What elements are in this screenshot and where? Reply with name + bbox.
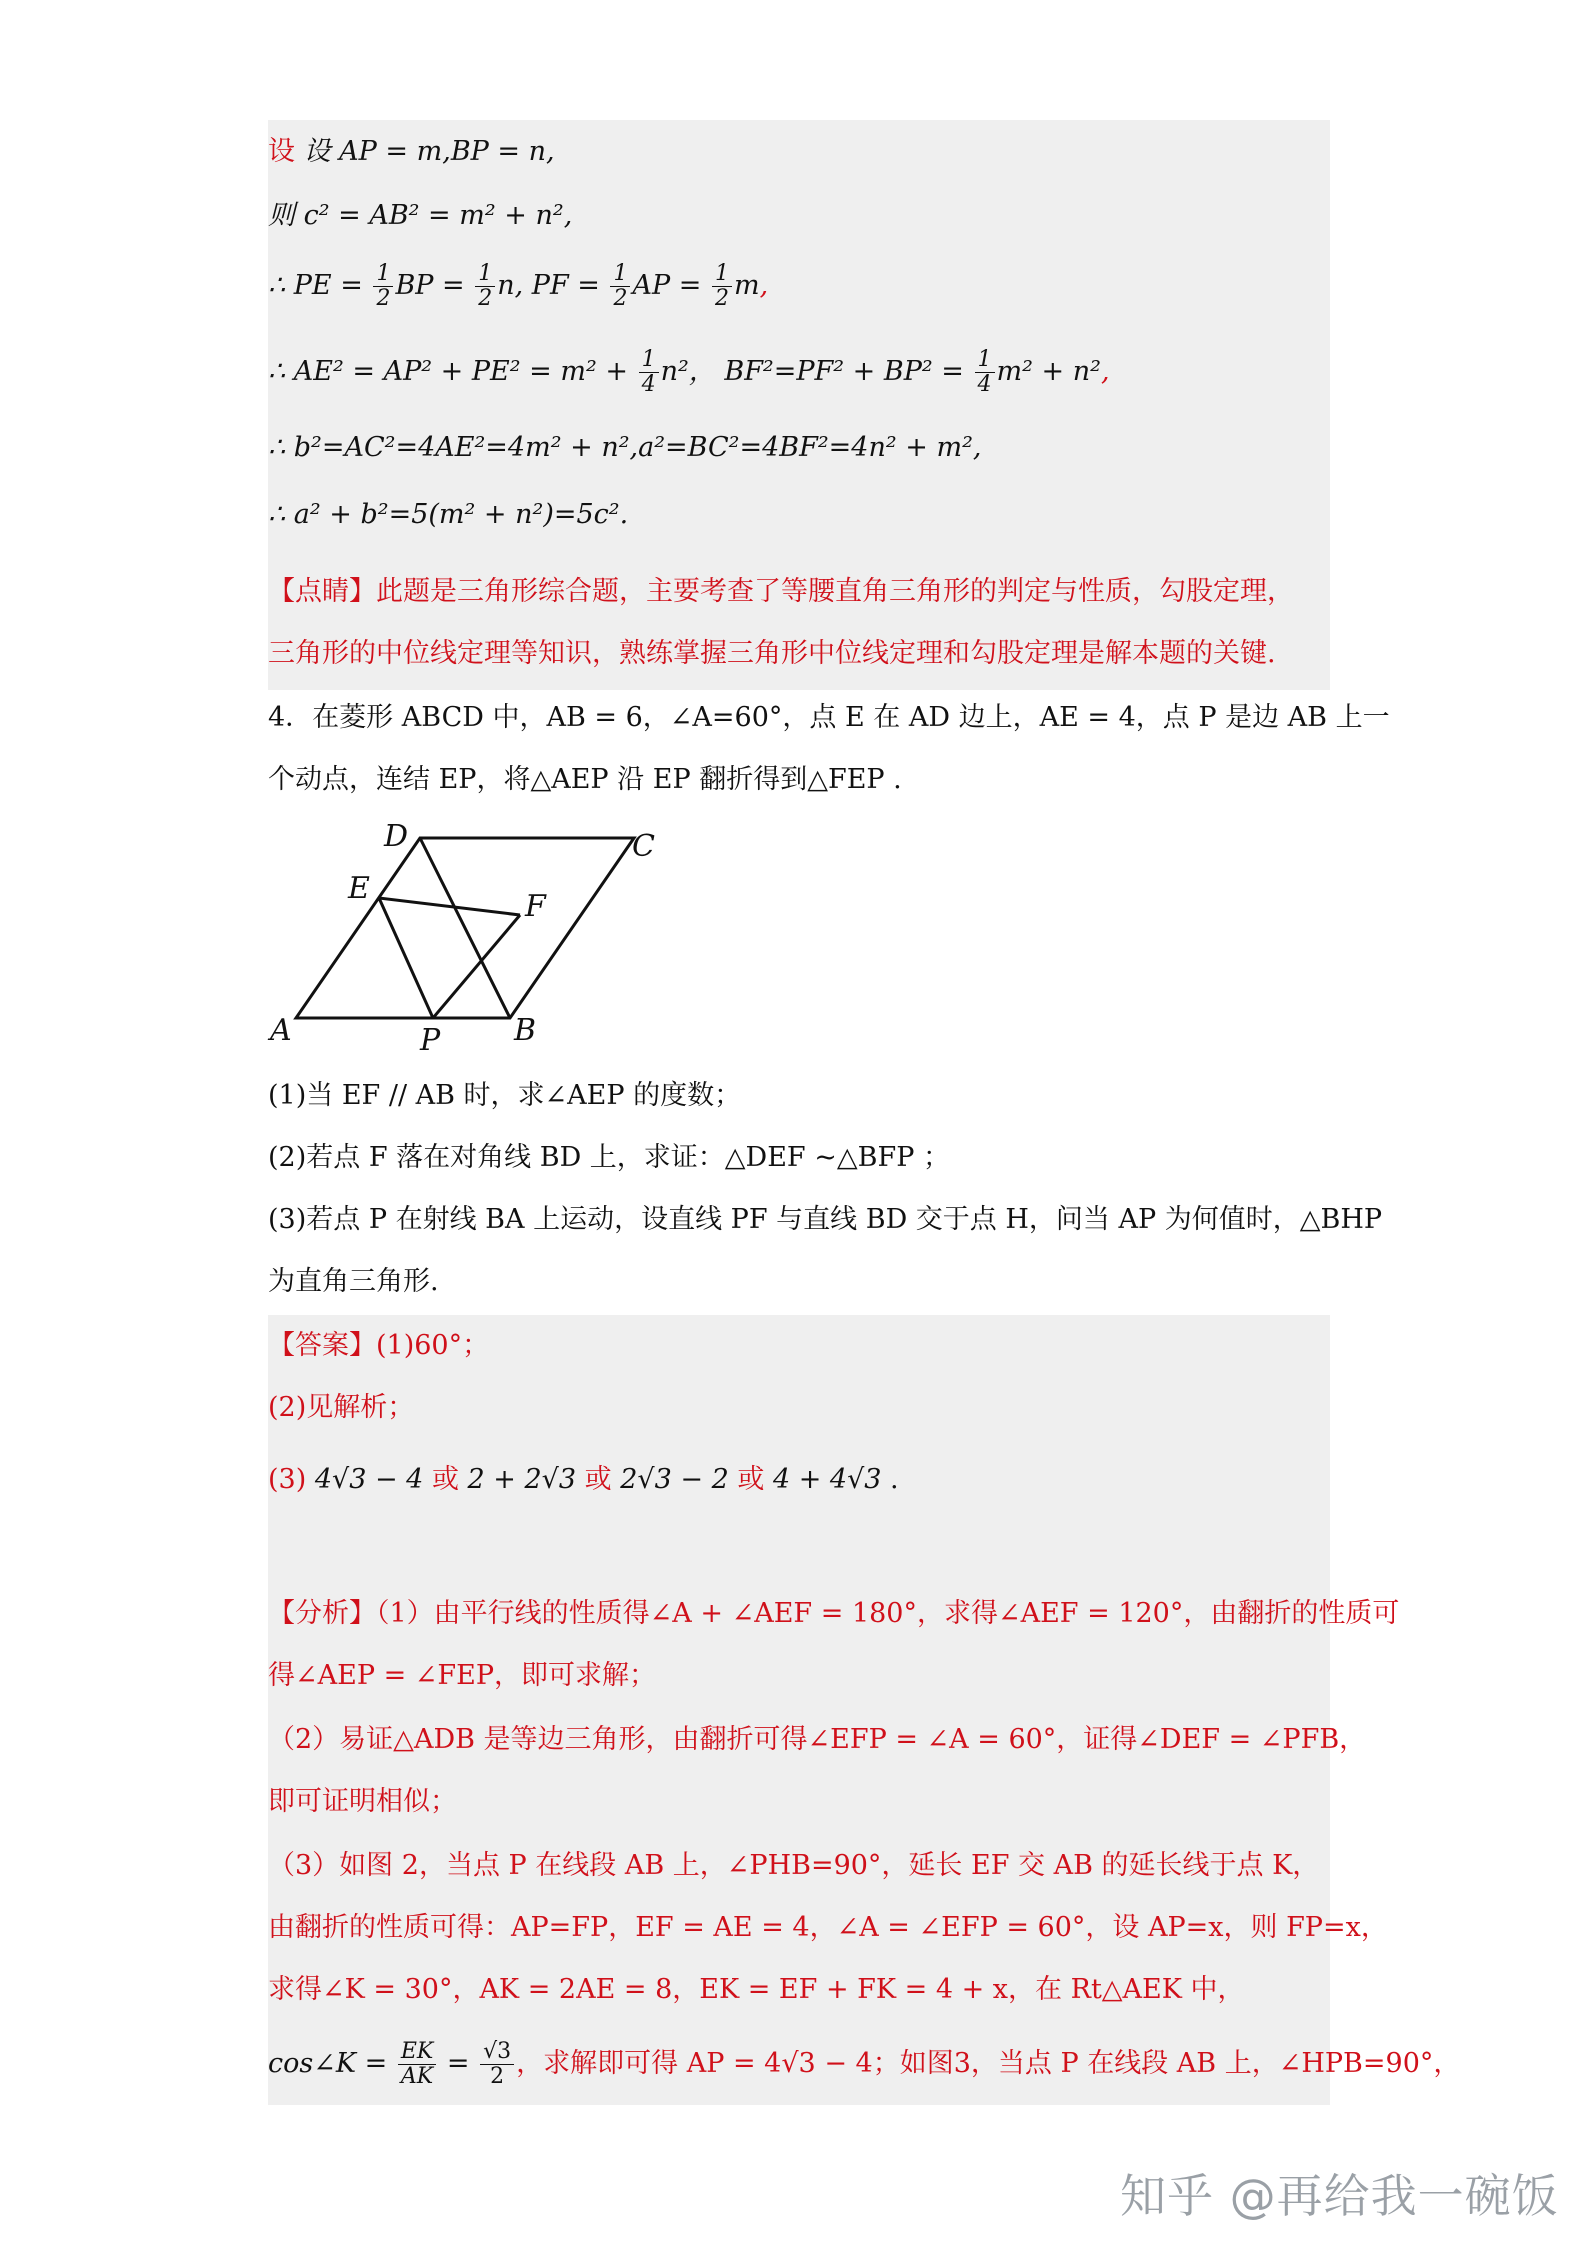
analysis-tag: 【分析】 bbox=[268, 1598, 376, 1629]
label-b: B bbox=[514, 1013, 537, 1048]
dianjing-tag: 【点睛】 bbox=[268, 576, 376, 607]
answer-1: (1)60°； bbox=[376, 1330, 490, 1361]
diagonal-bd bbox=[420, 838, 510, 1018]
problem-line-1: 4．在菱形 ABCD 中，AB = 6，∠A=60°，点 E 在 AD 边上，AE = 4，点 P 是边 AB 上一 bbox=[268, 702, 1390, 733]
analysis-line-6: 由翻折的性质可得：AP=FP，EF = AE = 4，∠A = ∠EFP = 60°，设 AP=x，则 FP=x， bbox=[268, 1912, 1388, 1943]
label-f: F bbox=[525, 889, 546, 924]
fraction-half: $\frac{1}{2}$ bbox=[373, 262, 393, 311]
solution-line-5: ∴ b²=AC²=4AE²=4m² + n²,a²=BC²=4BF²=4n² + m², bbox=[268, 432, 982, 463]
question-3-line-1: (3)若点 P 在射线 BA 上运动，设直线 PF 与直线 BD 交于点 H，问当 AP 为何值时，△BHP bbox=[268, 1204, 1383, 1235]
solution-line-3: ∴ PE = $\frac{1}{2}$ BP = $\frac{1}{2}$ n, PF = $\frac{1}{2}$ AP = $\frac{1}{2}$ m, bbox=[268, 261, 769, 311]
label-a: A bbox=[270, 1013, 292, 1048]
dianjing-text: 此题是三角形综合题，主要考查了等腰直角三角形的判定与性质，勾股定理， bbox=[376, 576, 1294, 607]
zhihu-watermark: 知乎 @再给我一碗饭 bbox=[1120, 2169, 1559, 2223]
question-3-line-2: 为直角三角形. bbox=[268, 1266, 439, 1297]
dianjing-line-1 bbox=[268, 572, 1294, 612]
analysis-line-5: （3）如图 2，当点 P 在线段 AB 上，∠PHB=90°，延长 EF 交 AB 的延长线于点 K， bbox=[268, 1850, 1320, 1881]
analysis-line-1 bbox=[268, 1594, 1399, 1634]
segment-ef bbox=[379, 898, 520, 915]
fraction-ek-ak: $\frac{EK}{AK}$ bbox=[398, 2040, 437, 2089]
analysis-line-8: cos∠K = $\frac{EK}{AK}$ = $\frac{√3}{2}$ ，求解即可得 AP = 4√3 − 4；如图3，当点 P 在线段 AB 上，∠HPB=90°， bbox=[268, 2039, 1461, 2089]
label-p: P bbox=[420, 1023, 441, 1058]
solution-line-4: ∴ AE² = AP² + PE² = m² + $\frac{1}{4}$ n²， BF²=PF² + BP² = $\frac{1}{4}$ m² + n², bbox=[268, 347, 1110, 397]
solution-line-2: 则 c² = AB² = m² + n², bbox=[268, 200, 573, 231]
rhombus-figure bbox=[262, 818, 672, 1058]
answer-3: (3) 4√3 − 4 或 2 + 2√3 或 2√3 − 2 或 4 + 4√3 . bbox=[268, 1464, 899, 1495]
analysis-text: （1）由平行线的性质得∠A + ∠AEF = 180°，求得∠AEF = 120°，由翻折的性质可 bbox=[376, 1598, 1400, 1629]
problem-line-2: 个动点，连结 EP，将△AEP 沿 EP 翻折得到△FEP . bbox=[268, 764, 902, 795]
analysis-line-2: 得∠AEP = ∠FEP，即可求解； bbox=[268, 1660, 657, 1691]
question-2: (2)若点 F 落在对角线 BD 上，求证：△DEF ~△BFP ； bbox=[268, 1142, 950, 1173]
fraction-sqrt3-2: $\frac{√3}{2}$ bbox=[480, 2040, 514, 2089]
answer-line-1 bbox=[268, 1326, 489, 1366]
solution-line-6: ∴ a² + b²=5(m² + n²)=5c². bbox=[268, 499, 629, 530]
answer-2: (2)见解析； bbox=[268, 1392, 415, 1423]
label-d: D bbox=[384, 819, 409, 854]
answer-tag: 【答案】 bbox=[268, 1330, 376, 1361]
solution-line-1: 设 设 AP = m,BP = n, bbox=[268, 136, 555, 167]
dianjing-line-2: 三角形的中位线定理等知识，熟练掌握三角形中位线定理和勾股定理是解本题的关键. bbox=[268, 638, 1276, 669]
analysis-line-4: 即可证明相似； bbox=[268, 1786, 457, 1817]
question-1: (1)当 EF // AB 时，求∠AEP 的度数； bbox=[268, 1080, 742, 1111]
label-e: E bbox=[348, 871, 370, 906]
segment-ep bbox=[379, 898, 433, 1018]
analysis-line-3: （2）易证△ADB 是等边三角形，由翻折可得∠EFP = ∠A = 60°，证得∠DEF = ∠PFB， bbox=[268, 1724, 1367, 1755]
fraction-half: $\frac{1}{2}$ bbox=[712, 262, 732, 311]
fraction-half: $\frac{1}{2}$ bbox=[610, 262, 630, 311]
solution-text: 设 AP = m,BP = n, bbox=[303, 136, 555, 167]
segment-fp bbox=[433, 915, 520, 1018]
fraction-quarter: $\frac{1}{4}$ bbox=[639, 348, 659, 397]
analysis-line-7: 求得∠K = 30°，AK = 2AE = 8，EK = EF + FK = 4 + x，在 Rt△AEK 中， bbox=[268, 1974, 1245, 2005]
fraction-quarter: $\frac{1}{4}$ bbox=[975, 348, 995, 397]
fraction-half: $\frac{1}{2}$ bbox=[475, 262, 495, 311]
label-c: C bbox=[632, 829, 655, 864]
